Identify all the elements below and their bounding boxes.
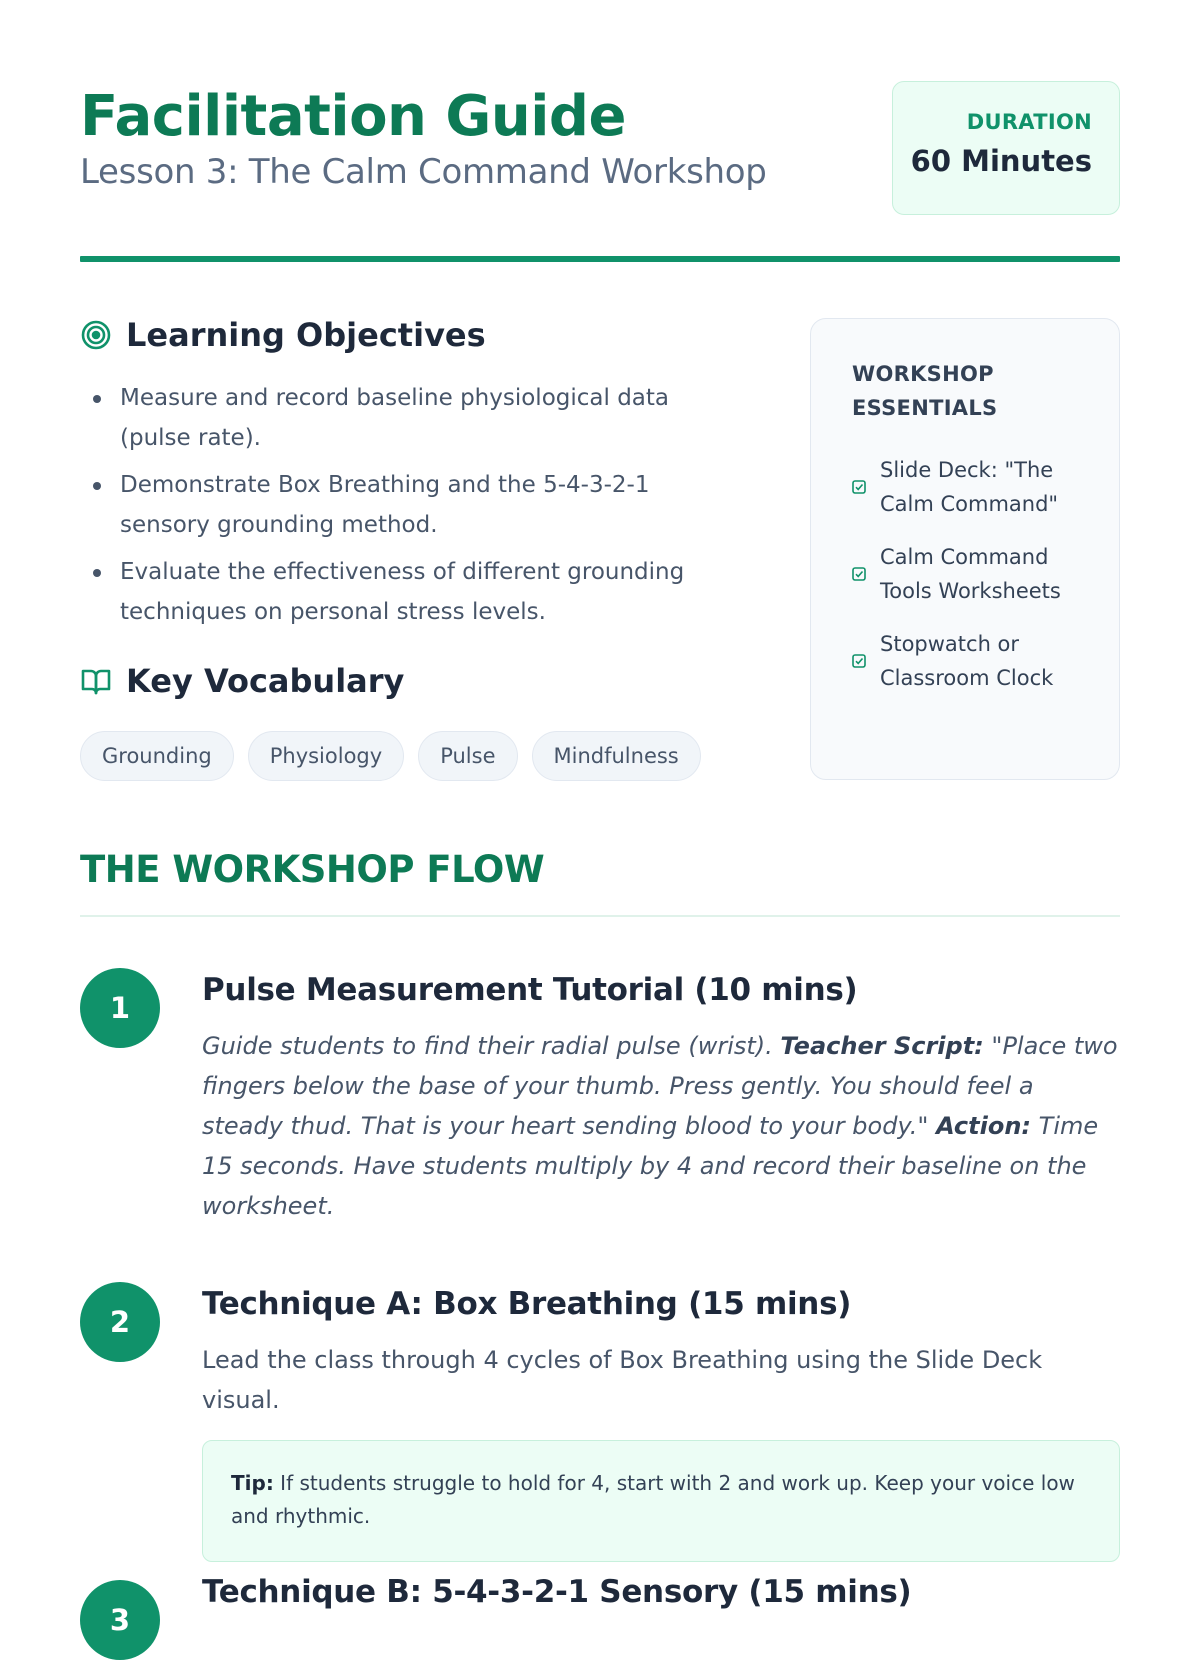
step-description xyxy=(202,1026,1120,1226)
step-content xyxy=(202,972,1120,1226)
step-title: Technique A: Box Breathing (15 mins) xyxy=(202,1286,852,1322)
vocab-chip-grounding: Grounding xyxy=(80,731,234,781)
list-item: Demonstrate Box Breathing and the 5-4-3-2-1 sensory grounding method. xyxy=(90,465,730,545)
essential-item-label: Calm Command Tools Worksheets xyxy=(880,545,1061,603)
facilitation-guide-page xyxy=(80,0,1120,1637)
workshop-flow-heading: THE WORKSHOP FLOW xyxy=(80,848,545,891)
list-item xyxy=(852,627,1089,695)
objectives-list xyxy=(90,378,730,639)
step-content xyxy=(202,1286,1120,1562)
essential-item-label: Stopwatch or Classroom Clock xyxy=(880,632,1054,690)
vocab-chip-physiology: Physiology xyxy=(248,731,404,781)
book-open-icon xyxy=(80,665,112,697)
list-item xyxy=(852,453,1089,521)
essentials-heading: WORKSHOP ESSENTIALS xyxy=(852,362,998,420)
header-divider xyxy=(80,256,1120,262)
action-text: Time 15 seconds. Have students multiply by 4 and record their baseline on the worksheet. xyxy=(202,1112,1099,1220)
essentials-list xyxy=(852,453,1089,695)
step-number-badge: 2 xyxy=(80,1282,160,1362)
page-title: Facilitation Guide xyxy=(80,84,626,149)
duration-value: 60 Minutes xyxy=(910,144,1092,178)
step-title: Technique B: 5-4-3-2-1 Sensory (15 mins) xyxy=(202,1574,912,1610)
step-number-badge: 3 xyxy=(80,1580,160,1660)
guide-header xyxy=(80,78,1120,218)
list-item: Evaluate the effectiveness of different grounding techniques on personal stress levels. xyxy=(90,552,730,632)
teacher-script-label: Teacher Script: xyxy=(780,1032,984,1060)
essential-item-label: Slide Deck: "The Calm Command" xyxy=(880,458,1059,516)
step-title: Pulse Measurement Tutorial (10 mins) xyxy=(202,972,858,1008)
vocab-chip-mindfulness: Mindfulness xyxy=(532,731,701,781)
list-item: Measure and record baseline physiological data (pulse rate). xyxy=(90,378,730,458)
learning-objectives-title: Learning Objectives xyxy=(126,316,486,354)
action-label: Action: xyxy=(936,1112,1032,1140)
duration-label: DURATION xyxy=(966,110,1092,134)
tip-text: If students struggle to hold for 4, start with 2 and work up. Keep your voice low and rhythmic. xyxy=(231,1471,1075,1528)
vocab-chip-pulse: Pulse xyxy=(418,731,517,781)
checkbox-checked-icon xyxy=(852,567,866,581)
learning-objectives-heading xyxy=(80,316,486,354)
duration-badge xyxy=(892,81,1120,215)
step-content xyxy=(202,1574,1120,1610)
tip-callout xyxy=(202,1440,1120,1562)
tip-label: Tip: xyxy=(231,1471,274,1495)
workshop-essentials-card xyxy=(810,318,1120,780)
key-vocabulary-title: Key Vocabulary xyxy=(126,662,405,700)
key-vocabulary-heading xyxy=(80,662,404,700)
step-intro-text: Guide students to find their radial pulse (wrist). xyxy=(202,1032,773,1060)
checkbox-checked-icon xyxy=(852,480,866,494)
flow-divider xyxy=(80,915,1120,917)
list-item xyxy=(852,540,1089,608)
target-icon xyxy=(80,319,112,351)
teacher-script-text: "Place two fingers below the base of your thumb. Press gently. You should feel a steady thud. That is your heart sending blood to your body." xyxy=(202,1032,1118,1140)
checkbox-checked-icon xyxy=(852,654,866,668)
vocabulary-chips xyxy=(80,731,715,781)
step-number-badge: 1 xyxy=(80,968,160,1048)
lesson-subtitle: Lesson 3: The Calm Command Workshop xyxy=(80,152,767,192)
step-description: Lead the class through 4 cycles of Box Breathing using the Slide Deck visual. xyxy=(202,1346,1043,1414)
